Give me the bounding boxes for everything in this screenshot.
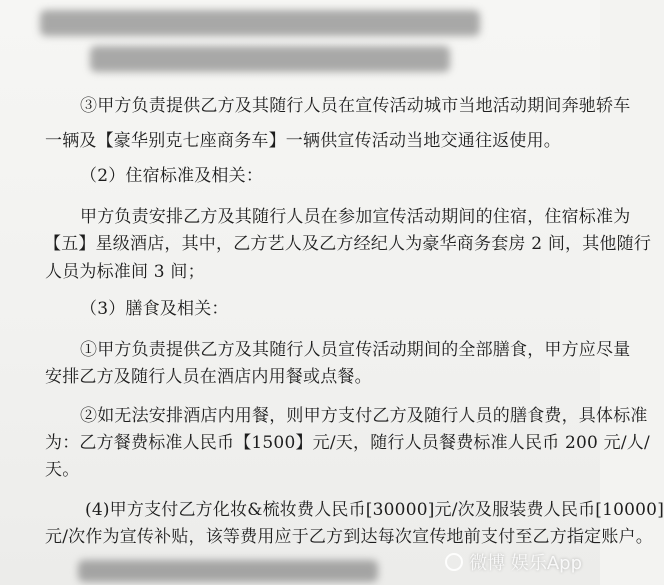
doc-line-10: ②如无法安排酒店内用餐，则甲方支付乙方及随行人员的膳食费，具体标准 xyxy=(80,406,648,426)
doc-line-4: 甲方负责安排乙方及其随行人员在参加宣传活动期间的住宿，住宿标准为 xyxy=(80,207,631,227)
redacted-header-text-2 xyxy=(90,46,450,72)
doc-line-5: 【五】星级酒店，其中，乙方艺人及乙方经纪人为豪华商务套房 2 间，其他随行 xyxy=(44,234,652,254)
doc-line-14: 元/次作为宣传补贴，该等费用应于乙方到达每次宣传地前支付至乙方指定账户。 xyxy=(45,527,653,547)
doc-line-3: （2）住宿标准及相关： xyxy=(80,166,264,186)
doc-line-2: 一辆及【豪华别克七座商务车】一辆供宣传活动当地交通往返使用。 xyxy=(45,131,561,151)
watermark xyxy=(445,549,582,575)
redacted-footer-text xyxy=(78,560,378,582)
watermark-text: 微博 娱乐App xyxy=(469,553,582,574)
doc-line-9: 安排乙方及随行人员在酒店内用餐或点餐。 xyxy=(45,367,372,387)
redacted-header-text xyxy=(40,10,480,36)
doc-line-6: 人员为标准间 3 间； xyxy=(45,262,205,282)
doc-line-8: ①甲方负责提供乙方及其随行人员宣传活动期间的全部膳食，甲方应尽量 xyxy=(80,340,631,360)
doc-line-13: (4)甲方支付乙方化妆&梳妆费人民币[30000]元/次及服装费人民币[10000] xyxy=(85,500,664,520)
weibo-logo-icon xyxy=(445,553,463,571)
doc-line-7: （3）膳食及相关： xyxy=(80,299,229,319)
doc-line-12: 天。 xyxy=(45,460,80,480)
doc-line-1: ③甲方负责提供乙方及其随行人员在宣传活动城市当地活动期间奔驰轿车 xyxy=(80,96,631,116)
doc-line-11: 为：乙方餐费标准人民币【1500】元/天，随行人员餐费标准人民币 200 元/人/ xyxy=(45,433,650,453)
